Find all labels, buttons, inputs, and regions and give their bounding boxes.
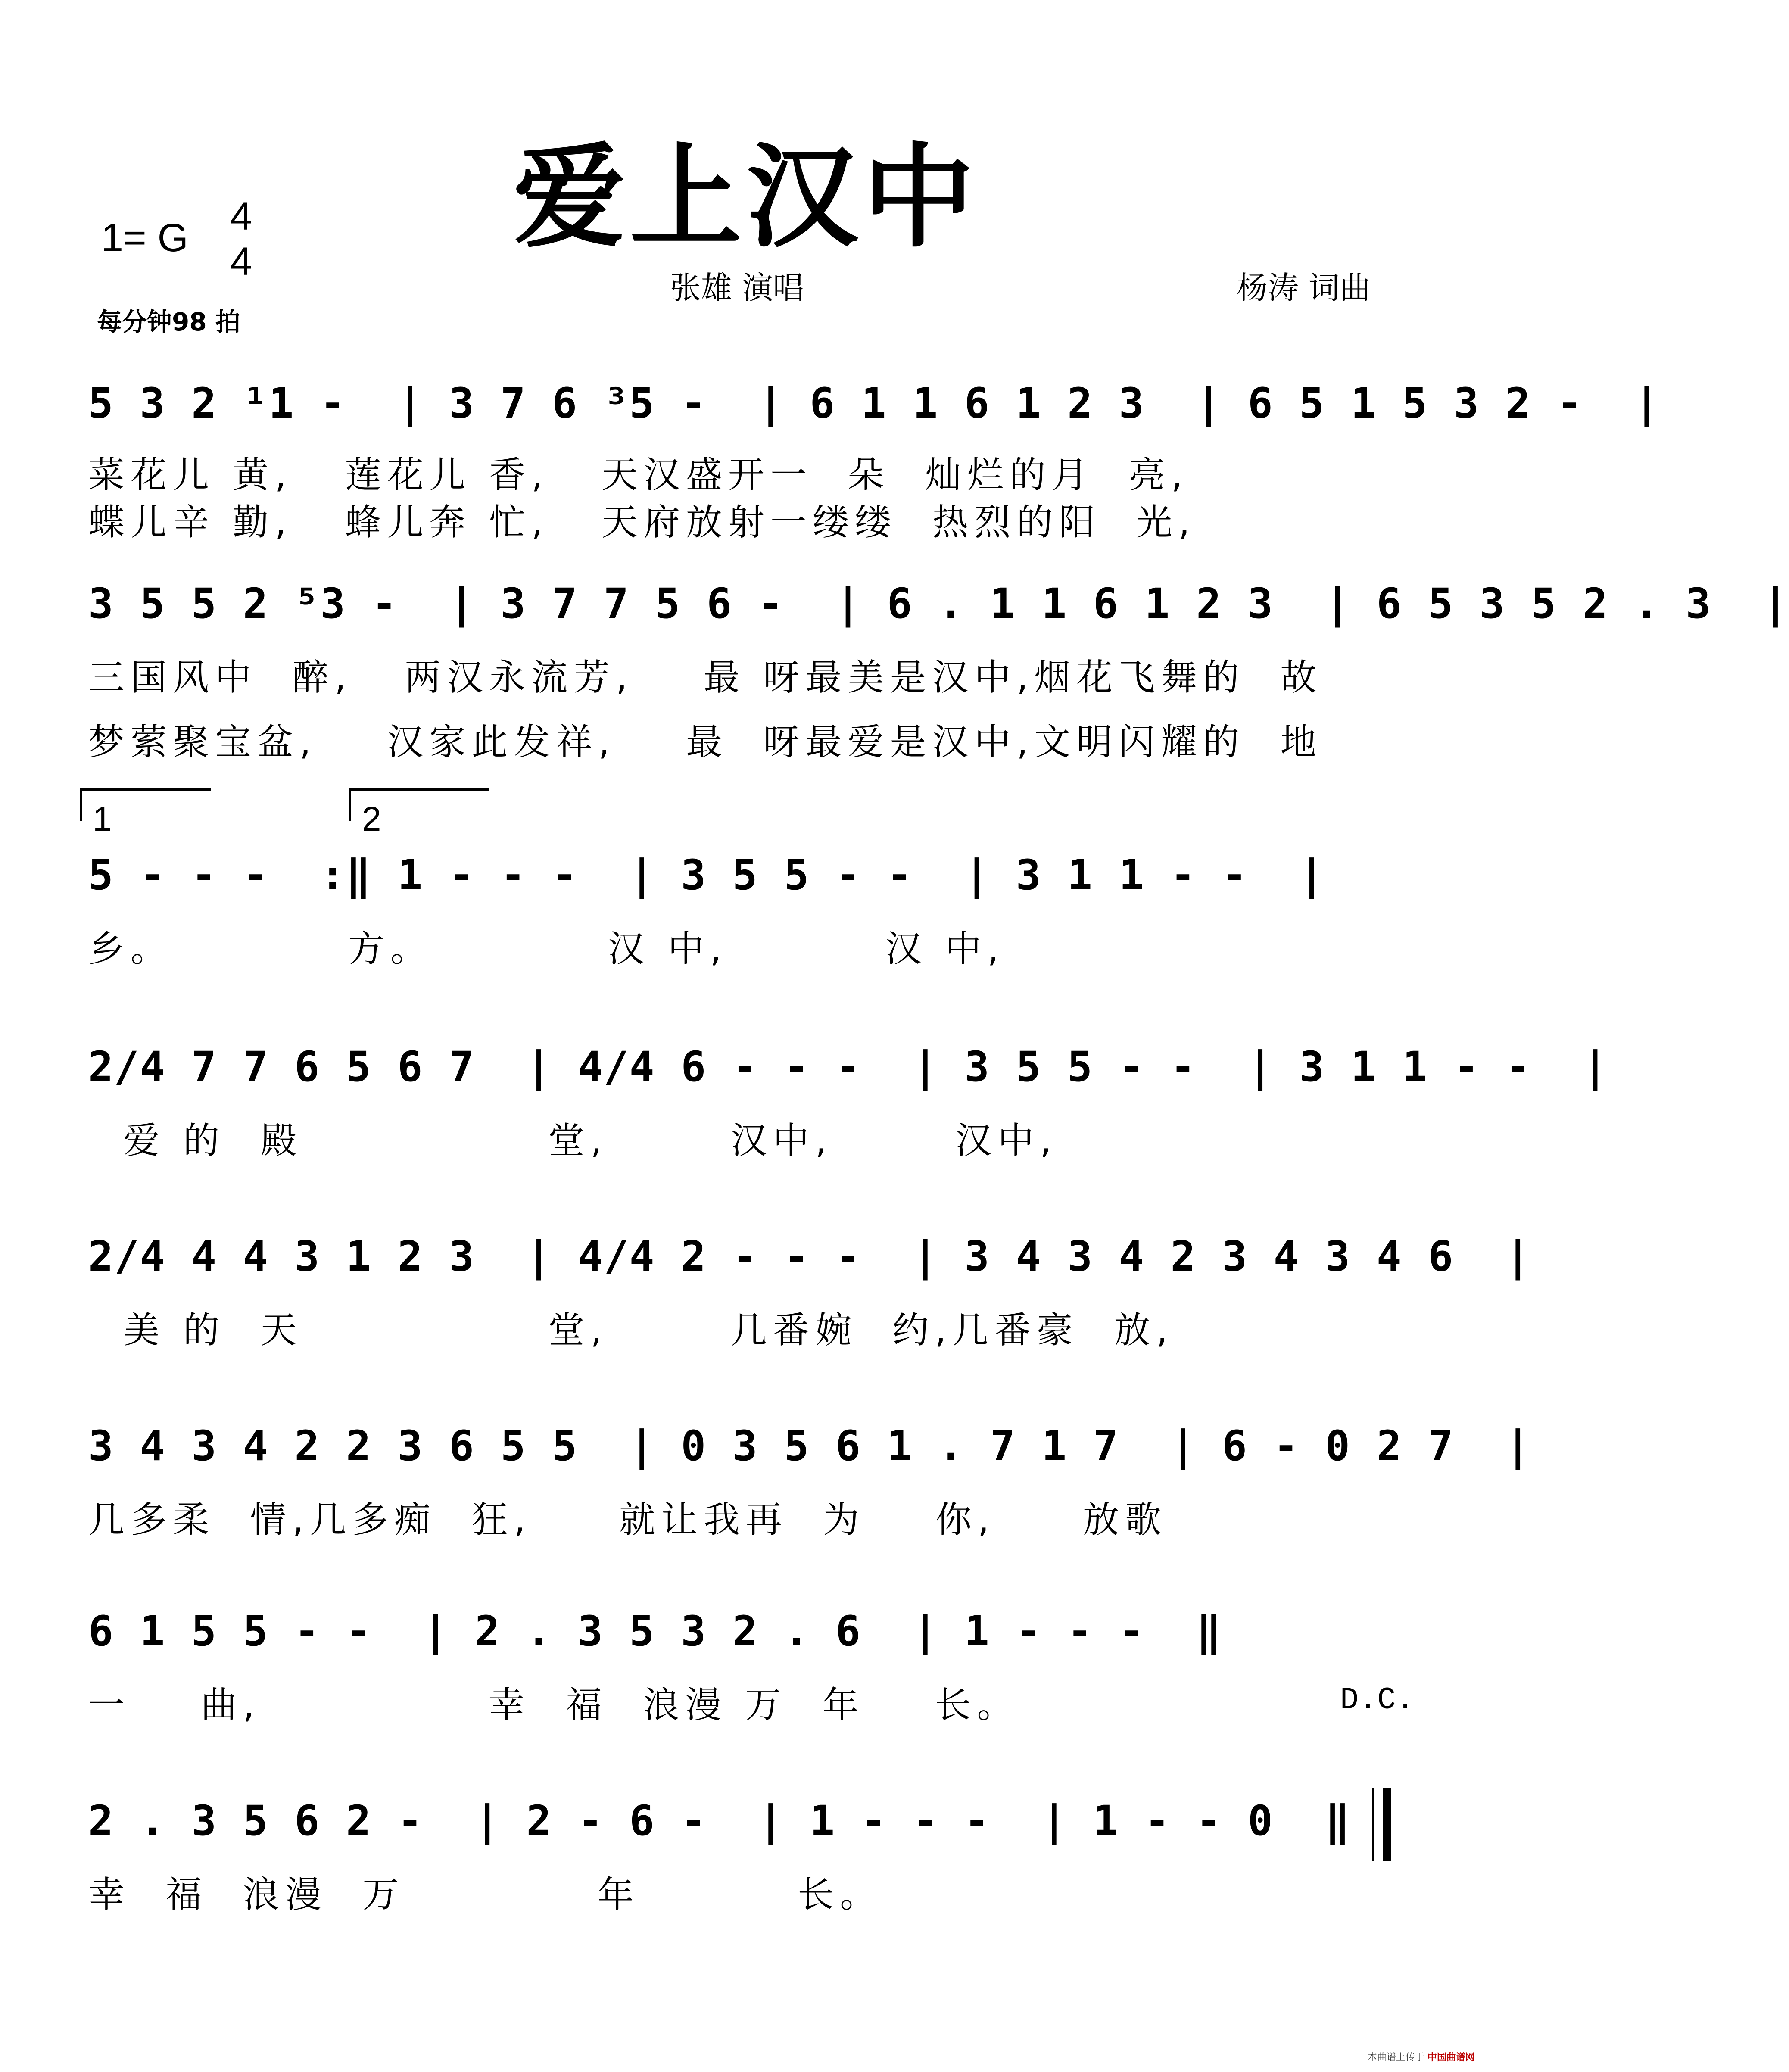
meter-bottom: 4 [230, 240, 252, 284]
lyrics-line-2-verse-1: 三国风中 醉, 两汉永流芳, 最 呀最美是汉中,烟花飞舞的 故 [88, 656, 1323, 698]
lyrics-line-6: 几多柔 情,几多痴 狂, 就让我再 为 你, 放歌 [88, 1499, 1168, 1541]
notes-line-7: 6 1 5 5 - - | 2 . 3 5 3 2 . 6 | 1 - - - ‖ [88, 1607, 1222, 1655]
final-barline-thin [1372, 1788, 1374, 1861]
key-signature: 1= G [101, 216, 189, 260]
footer-site[interactable]: 中国曲谱网 [1427, 2052, 1475, 2063]
volta-2-bracket [349, 788, 489, 838]
notes-line-2: 3 5 5 2 ⁵3 - | 3 7 7 5 6 - | 6 . 1 1 6 1 2 3 | 6 5 3 5 2 . 3 | [88, 580, 1789, 628]
tempo-marking: 每分钟98 拍 [97, 307, 240, 337]
volta-1-label: 1 [93, 800, 112, 838]
volta-1-bracket [80, 788, 211, 838]
volta-2-label: 2 [362, 800, 381, 838]
lyrics-line-2-verse-2: 梦萦聚宝盆, 汉家此发祥, 最 呀最爱是汉中,文明闪耀的 地 [88, 721, 1323, 763]
notes-line-6: 3 4 3 4 2 2 3 6 5 5 | 0 3 5 6 1 . 7 1 7 | 6 - 0 2 7 | [88, 1422, 1531, 1470]
meter-top: 4 [230, 194, 252, 238]
footer-text: 本曲谱上传于 [1367, 2052, 1424, 2063]
footer-credit [1368, 2050, 1475, 2063]
writer-credit: 杨涛 词曲 [1237, 270, 1371, 306]
notes-line-1: 5 3 2 ¹1 - | 3 7 6 ³5 - | 6 1 1 6 1 2 3 | 6 5 1 5 3 2 - | [88, 379, 1660, 427]
lyrics-line-3: 乡。 方。 汉 中, 汉 中, [88, 928, 1005, 970]
final-barline-thick [1383, 1788, 1391, 1861]
time-signature [224, 194, 259, 284]
lyrics-line-4: 爱 的 殿 堂, 汉中, 汉中, [88, 1119, 1058, 1162]
notes-line-8: 2 . 3 5 6 2 - | 2 - 6 - | 1 - - - | 1 - - 0 ‖ [88, 1797, 1351, 1845]
lyrics-line-1-verse-1: 菜花儿 黄, 莲花儿 香, 天汉盛开一 朵 灿烂的月 亮, [88, 454, 1189, 496]
notes-line-5: 2/4 4 4 3 1 2 3 | 4/4 2 - - - | 3 4 3 4 2 3 4 3 4 6 | [88, 1232, 1531, 1281]
lyrics-line-7: 一 曲, 幸 福 浪漫 万 年 长。 [88, 1684, 1019, 1726]
lyrics-line-8: 幸 福 浪漫 万 年 长。 [88, 1873, 882, 1916]
lyrics-line-1-verse-2: 蝶儿辛 勤, 蜂儿奔 忙, 天府放射一缕缕 热烈的阳 光, [88, 501, 1196, 543]
singer-credit: 张雄 演唱 [670, 270, 804, 306]
song-title: 爱上汉中 [513, 131, 979, 263]
lyrics-line-5: 美 的 天 堂, 几番婉 约,几番豪 放, [88, 1309, 1174, 1351]
notes-line-4: 2/4 7 7 6 5 6 7 | 4/4 6 - - - | 3 5 5 - - | 3 1 1 - - | [88, 1043, 1609, 1091]
da-capo-marking: D.C. [1340, 1683, 1415, 1718]
notes-line-3: 5 - - - :‖ 1 - - - | 3 5 5 - - | 3 1 1 - - | [88, 851, 1325, 899]
